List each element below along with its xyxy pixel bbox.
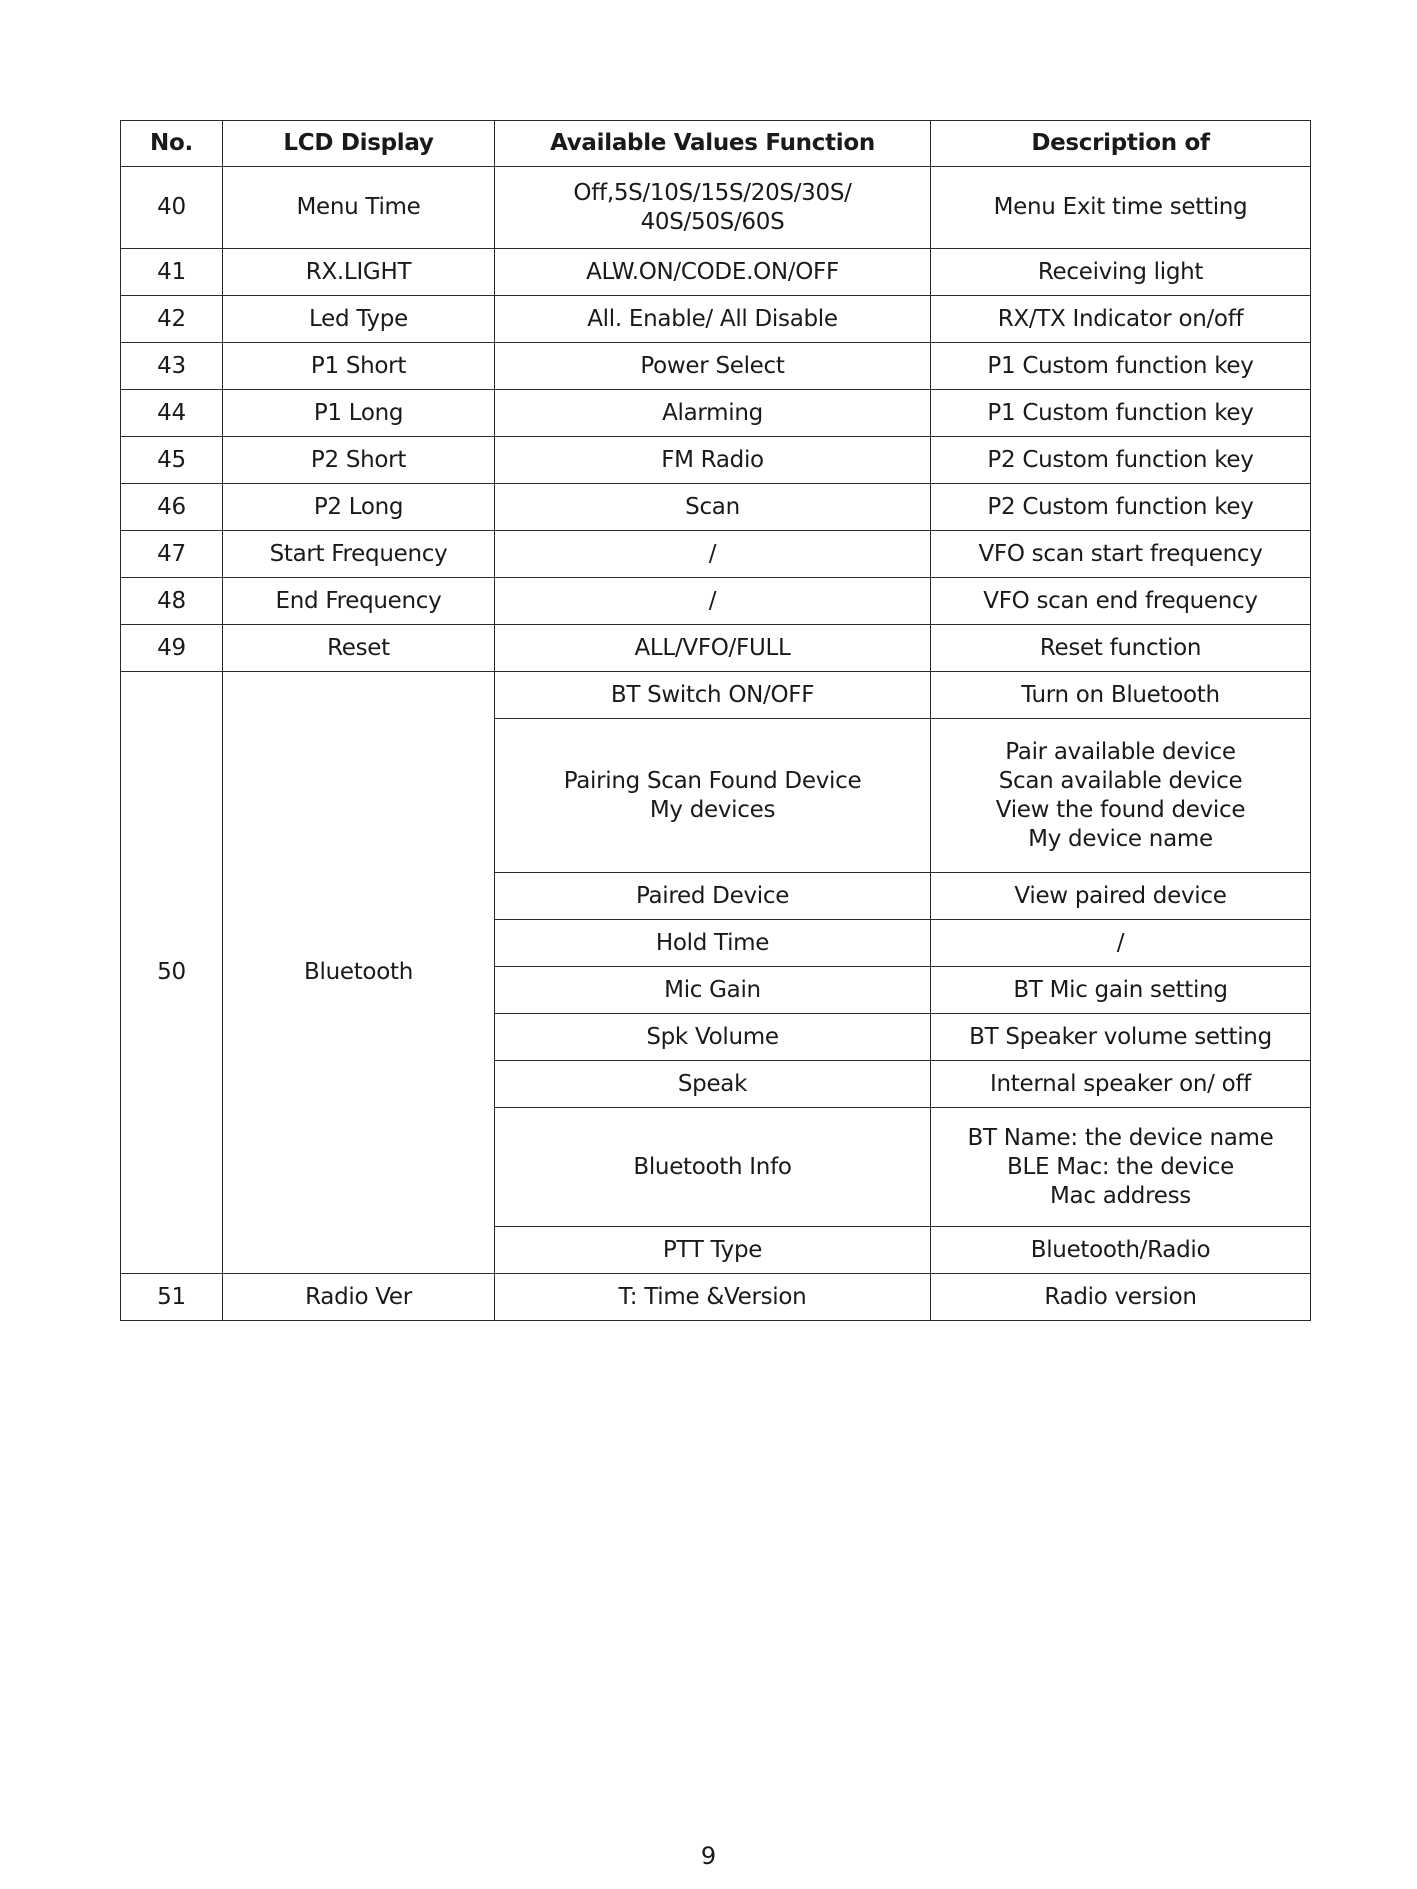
cell-description: [931, 249, 1311, 296]
cell-description-line: Reset function: [1039, 634, 1202, 661]
cell-description-line: Radio version: [1044, 1283, 1197, 1310]
cell-no: 51: [121, 1274, 223, 1321]
table-row: [121, 390, 1311, 437]
cell-values: [495, 873, 931, 920]
cell-values: [495, 1227, 931, 1274]
cell-description-line: /: [1116, 929, 1125, 956]
cell-description-line: Pair available device: [1005, 738, 1236, 765]
cell-description: [931, 967, 1311, 1014]
cell-description-line: Internal speaker on/ off: [990, 1070, 1251, 1097]
cell-values-line: Spk Volume: [646, 1023, 779, 1050]
header-no: No.: [121, 121, 223, 167]
cell-description-line: VFO scan start frequency: [978, 540, 1263, 567]
cell-values: [495, 167, 931, 249]
table-row: [121, 578, 1311, 625]
cell-description: [931, 296, 1311, 343]
cell-description: [931, 625, 1311, 672]
cell-values-line: 40S/50S/60S: [640, 208, 785, 235]
cell-no: 42: [121, 296, 223, 343]
cell-values-line: Scan: [685, 493, 740, 520]
cell-no: 43: [121, 343, 223, 390]
header-available-values: Available Values Function: [495, 121, 931, 167]
cell-values: [495, 343, 931, 390]
cell-description: [931, 672, 1311, 719]
cell-description-line: View the found device: [995, 796, 1246, 823]
cell-description-line: P2 Custom function key: [987, 446, 1254, 473]
cell-description: [931, 1274, 1311, 1321]
cell-values-line: FM Radio: [661, 446, 764, 473]
cell-values-line: My devices: [649, 796, 776, 823]
cell-description-line: Bluetooth/Radio: [1030, 1236, 1211, 1263]
cell-description: [931, 1061, 1311, 1108]
cell-values: [495, 484, 931, 531]
cell-values: [495, 920, 931, 967]
cell-values-line: T: Time &Version: [618, 1283, 807, 1310]
cell-values: [495, 1274, 931, 1321]
cell-description: [931, 719, 1311, 873]
cell-values-line: Bluetooth Info: [633, 1153, 792, 1180]
menu-settings-table: [120, 120, 1311, 1321]
cell-description-line: BLE Mac: the device: [1007, 1153, 1234, 1180]
cell-values: [495, 672, 931, 719]
cell-lcd-display: P1 Short: [223, 343, 495, 390]
cell-values-line: All. Enable/ All Disable: [587, 305, 838, 332]
cell-description: [931, 1227, 1311, 1274]
cell-description: [931, 1014, 1311, 1061]
cell-values-line: Pairing Scan Found Device: [563, 767, 862, 794]
cell-values: [495, 967, 931, 1014]
cell-description: [931, 578, 1311, 625]
cell-lcd-display: Reset: [223, 625, 495, 672]
cell-no: 48: [121, 578, 223, 625]
cell-description: [931, 484, 1311, 531]
cell-values-line: Power Select: [640, 352, 785, 379]
cell-description-line: P1 Custom function key: [987, 399, 1254, 426]
cell-values: [495, 296, 931, 343]
table-row: [121, 1274, 1311, 1321]
cell-lcd-display: RX.LIGHT: [223, 249, 495, 296]
cell-values-line: Hold Time: [655, 929, 770, 956]
cell-description: [931, 390, 1311, 437]
cell-lcd-display: Start Frequency: [223, 531, 495, 578]
cell-description: [931, 920, 1311, 967]
table-row: [121, 249, 1311, 296]
cell-values-line: BT Switch ON/OFF: [610, 681, 815, 708]
table-row: [121, 484, 1311, 531]
cell-values-line: Alarming: [662, 399, 763, 426]
cell-no: 46: [121, 484, 223, 531]
cell-description-line: View paired device: [1014, 882, 1227, 909]
cell-lcd-display: Bluetooth: [223, 672, 495, 1274]
cell-description-line: P2 Custom function key: [987, 493, 1254, 520]
table-row: [121, 296, 1311, 343]
cell-values-line: Paired Device: [635, 882, 790, 909]
header-description: Description of: [931, 121, 1311, 167]
cell-description-line: VFO scan end frequency: [983, 587, 1258, 614]
cell-description-line: Receiving light: [1037, 258, 1204, 285]
cell-description: [931, 343, 1311, 390]
cell-description: [931, 167, 1311, 249]
cell-values: [495, 1014, 931, 1061]
header-lcd-display: LCD Display: [223, 121, 495, 167]
cell-description-line: Turn on Bluetooth: [1021, 681, 1220, 708]
cell-no: 40: [121, 167, 223, 249]
cell-values-line: ALW.ON/CODE.ON/OFF: [586, 258, 839, 285]
cell-values-line: /: [708, 540, 717, 567]
cell-values-line: Off,5S/10S/15S/20S/30S/: [573, 179, 852, 206]
cell-description: [931, 531, 1311, 578]
page-number: 9: [700, 1842, 717, 1870]
cell-description-line: RX/TX Indicator on/off: [997, 305, 1244, 332]
cell-lcd-display: Menu Time: [223, 167, 495, 249]
cell-description-line: Scan available device: [998, 767, 1243, 794]
table-row: [121, 167, 1311, 249]
table-row-bluetooth-sub: [121, 672, 1311, 719]
table-row: [121, 437, 1311, 484]
cell-no: 45: [121, 437, 223, 484]
cell-description-line: BT Name: the device name: [967, 1124, 1274, 1151]
cell-lcd-display: P2 Long: [223, 484, 495, 531]
cell-lcd-display: P2 Short: [223, 437, 495, 484]
cell-values: [495, 578, 931, 625]
cell-description-line: P1 Custom function key: [987, 352, 1254, 379]
cell-values-line: Speak: [677, 1070, 748, 1097]
cell-no: 47: [121, 531, 223, 578]
cell-values-line: /: [708, 587, 717, 614]
table-header-row: [121, 121, 1311, 167]
cell-lcd-display: End Frequency: [223, 578, 495, 625]
cell-description: [931, 873, 1311, 920]
cell-values-line: Mic Gain: [664, 976, 761, 1003]
cell-values: [495, 437, 931, 484]
cell-values: [495, 1108, 931, 1227]
cell-no: 50: [121, 672, 223, 1274]
cell-description-line: BT Speaker volume setting: [969, 1023, 1272, 1050]
cell-values: [495, 249, 931, 296]
cell-no: 41: [121, 249, 223, 296]
cell-description-line: Mac address: [1050, 1182, 1191, 1209]
table-row: [121, 531, 1311, 578]
cell-no: 49: [121, 625, 223, 672]
cell-values-line: PTT Type: [662, 1236, 763, 1263]
cell-values: [495, 390, 931, 437]
cell-no: 44: [121, 390, 223, 437]
cell-description-line: My device name: [1028, 825, 1213, 852]
cell-values: [495, 531, 931, 578]
cell-description-line: BT Mic gain setting: [1013, 976, 1228, 1003]
cell-description-line: Menu Exit time setting: [993, 194, 1248, 220]
cell-values: [495, 625, 931, 672]
cell-values: [495, 719, 931, 873]
cell-description: [931, 1108, 1311, 1227]
cell-lcd-display: Radio Ver: [223, 1274, 495, 1321]
cell-values-line: ALL/VFO/FULL: [634, 634, 791, 661]
cell-lcd-display: Led Type: [223, 296, 495, 343]
cell-description: [931, 437, 1311, 484]
table-row: [121, 343, 1311, 390]
cell-values: [495, 1061, 931, 1108]
cell-lcd-display: P1 Long: [223, 390, 495, 437]
table-row: [121, 625, 1311, 672]
